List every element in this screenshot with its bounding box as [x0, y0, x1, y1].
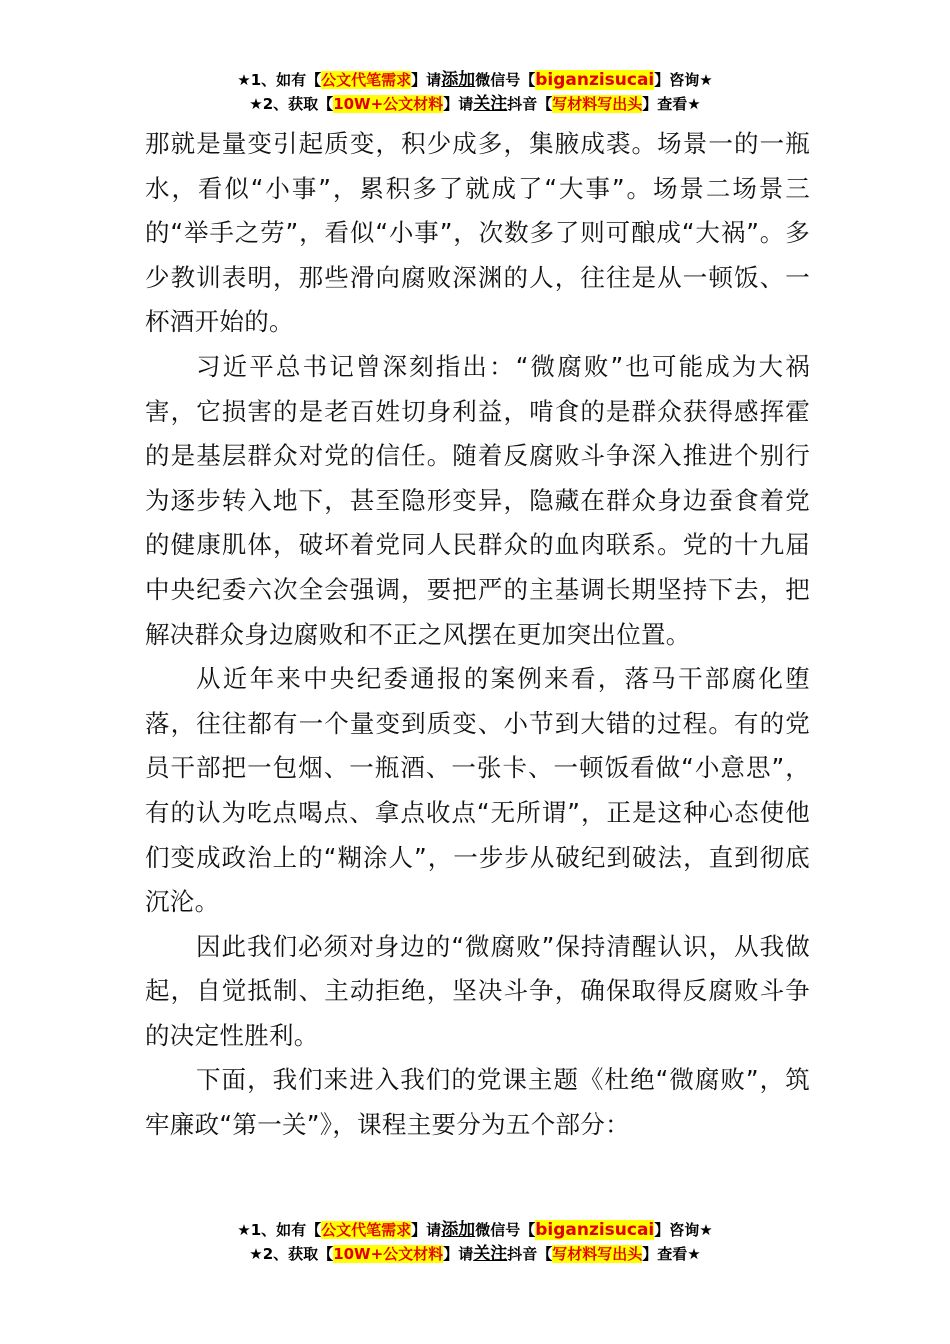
- banner-text: 】请: [443, 1245, 474, 1263]
- banner-highlight: 写材料写出头: [552, 95, 643, 113]
- banner-text: 】查看★: [642, 1245, 701, 1263]
- document-body: [145, 122, 810, 1148]
- banner-text: 抖音【: [507, 95, 553, 113]
- paragraph: 下面，我们来进入我们的党课主题《杜绝“微腐败”，筑牢廉政“第一关”》，课程主要分为五个部分：: [145, 1065, 810, 1140]
- footer-banner: [0, 1218, 950, 1266]
- banner-highlight: 10W+公文材料: [333, 95, 444, 113]
- banner-text: 】咨询★: [654, 1221, 713, 1239]
- banner-text: 】查看★: [642, 95, 701, 113]
- banner-highlight: 写材料写出头: [552, 1245, 643, 1263]
- banner-text: 】请: [411, 1221, 442, 1239]
- banner-highlight: 公文代笔需求: [321, 71, 412, 89]
- header-banner: [0, 68, 950, 116]
- banner-text: ★1、如有【: [237, 1221, 322, 1239]
- banner-text: 】咨询★: [654, 71, 713, 89]
- banner-text: 】请: [443, 95, 474, 113]
- banner-underlined: 关注: [473, 94, 508, 114]
- banner-highlight: 10W+公文材料: [333, 1245, 444, 1263]
- banner-line-1: [0, 68, 950, 92]
- paragraph: 从近年来中央纪委通报的案例来看，落马干部腐化堕落，往往都有一个量变到质变、小节到大错的过程。有的党员干部把一包烟、一瓶酒、一张卡、一顿饭看做“小意思”，有的认为吃点喝点、拿点收点“无所谓”，正是这种心态使他们变成政治上的“糊涂人”，一步步从破纪到破法，直到彻底沉沦。: [145, 664, 810, 917]
- banner-text: 】请: [411, 71, 442, 89]
- banner-text: ★2、获取【: [249, 1245, 334, 1263]
- banner-text: ★1、如有【: [237, 71, 322, 89]
- banner-line-1: [0, 1218, 950, 1242]
- banner-underlined: 添加: [441, 1220, 476, 1240]
- banner-underlined: 添加: [441, 70, 476, 90]
- banner-wechat-id: biganzisucai: [535, 70, 655, 90]
- banner-wechat-id: biganzisucai: [535, 1220, 655, 1240]
- paragraph: 习近平总书记曾深刻指出：“微腐败”也可能成为大祸害，它损害的是老百姓切身利益，啃食的是群众获得感挥霍的是基层群众对党的信任。随着反腐败斗争深入推进个别行为逐步转入地下，甚至隐形变异，隐藏在群众身边蚕食着党的健康肌体，破坏着党同人民群众的血肉联系。党的十九届中央纪委六次全会强调，要把严的主基调长期坚持下去，把解决群众身边腐败和不正之风摆在更加突出位置。: [145, 351, 810, 649]
- banner-line-2: [0, 1242, 950, 1266]
- banner-text: 抖音【: [507, 1245, 553, 1263]
- banner-text: ★2、获取【: [249, 95, 334, 113]
- banner-text: 微信号【: [475, 1221, 536, 1239]
- paragraph: 因此我们必须对身边的“微腐败”保持清醒认识，从我做起，自觉抵制、主动拒绝，坚决斗争，确保取得反腐败斗争的决定性胜利。: [145, 931, 810, 1050]
- banner-line-2: [0, 92, 950, 116]
- paragraph: 那就是量变引起质变，积少成多，集腋成裘。场景一的一瓶水，看似“小事”，累积多了就成了“大事”。场景二场景三的“举手之劳”，看似“小事”，次数多了则可酿成“大祸”。多少教训表明，那些滑向腐败深渊的人，往往是从一顿饭、一杯酒开始的。: [145, 129, 810, 337]
- banner-highlight: 公文代笔需求: [321, 1221, 412, 1239]
- banner-underlined: 关注: [473, 1244, 508, 1264]
- banner-text: 微信号【: [475, 71, 536, 89]
